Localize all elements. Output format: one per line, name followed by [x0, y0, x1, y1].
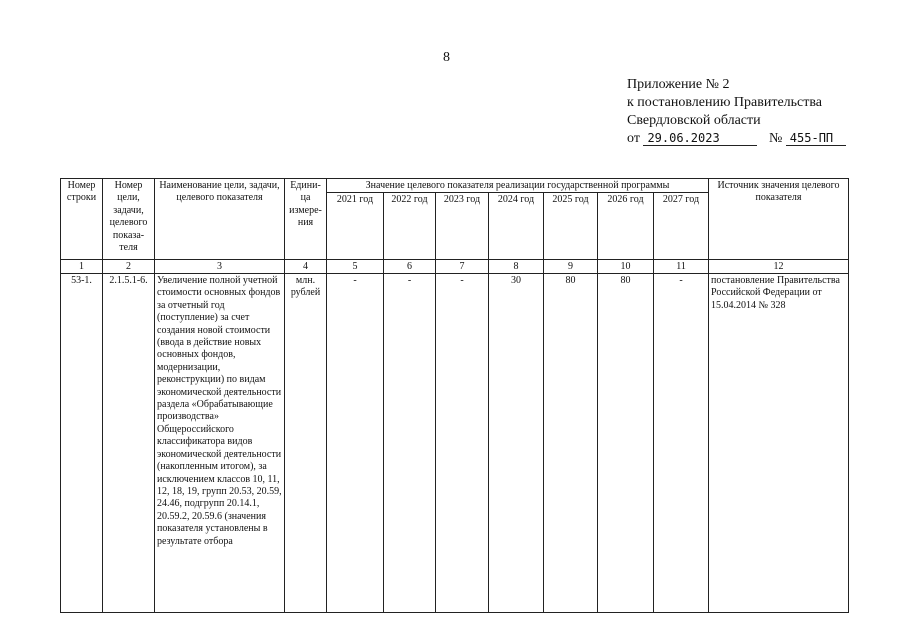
- header-year: 2026 год: [598, 193, 654, 260]
- number-label: №: [768, 131, 783, 146]
- column-number: 12: [709, 260, 849, 274]
- value-cell: -: [327, 274, 384, 613]
- source-cell: постановление Правительства Российской Федерации от 15.04.2014 № 328: [709, 274, 849, 613]
- column-number: 2: [103, 260, 155, 274]
- row-number-cell: 53-1.: [61, 274, 103, 613]
- column-number: 11: [654, 260, 709, 274]
- header-unit: Едини-ца измере-ния: [285, 179, 327, 260]
- column-number: 1: [61, 260, 103, 274]
- document-date: 29.06.2023: [643, 131, 757, 146]
- appendix-header: [627, 76, 846, 148]
- header-row-number: Номер строки: [61, 179, 103, 260]
- value-cell: -: [436, 274, 489, 613]
- column-number: 10: [598, 260, 654, 274]
- appendix-subtitle: к постановлению Правительства: [627, 95, 823, 110]
- column-numbers-row: [61, 260, 849, 274]
- document-number: 455-ПП: [786, 131, 846, 146]
- header-year: 2027 год: [654, 193, 709, 260]
- table-row: [61, 274, 849, 613]
- from-label: от: [627, 131, 640, 146]
- indicator-name-cell: Увеличение полной учетной стоимости основных фондов за отчетный год (поступление) за счет создания новой стоимости (ввода в действие новых основных фондов, модернизации, реконструкции) по видам экономической деятельности раздела «Обрабатывающие производства» Общероссийского классификатора видов экономической деятельности (накопленным итогом), за исключением классов 10, 11, 12, 18, 19, групп 20.53, 20.59, 24.46, подгрупп 20.14.1, 20.59.2, 20.59.6 (значения показателя установлены в результате отбора: [155, 274, 285, 613]
- value-cell: -: [654, 274, 709, 613]
- target-indicators-table: [60, 178, 849, 613]
- value-cell: -: [384, 274, 436, 613]
- column-number: 5: [327, 260, 384, 274]
- value-cell: 80: [544, 274, 598, 613]
- value-cell: 80: [598, 274, 654, 613]
- appendix-date-line: [627, 130, 846, 148]
- appendix-title: Приложение № 2: [627, 77, 730, 92]
- header-source: Источник значения целевого показателя: [709, 179, 849, 260]
- column-number: 6: [384, 260, 436, 274]
- column-number: 3: [155, 260, 285, 274]
- column-number: 4: [285, 260, 327, 274]
- header-year: 2024 год: [489, 193, 544, 260]
- appendix-region: Свердловской области: [627, 113, 761, 128]
- value-cell: 30: [489, 274, 544, 613]
- unit-cell: млн. рублей: [285, 274, 327, 613]
- header-year: 2025 год: [544, 193, 598, 260]
- column-number: 7: [436, 260, 489, 274]
- page-number: 8: [443, 50, 450, 65]
- header-year: 2022 год: [384, 193, 436, 260]
- goal-number-cell: 2.1.5.1-6.: [103, 274, 155, 613]
- header-year: 2023 год: [436, 193, 489, 260]
- header-goal-number: Номер цели, задачи, целевого показа-теля: [103, 179, 155, 260]
- column-number: 9: [544, 260, 598, 274]
- header-name: Наименование цели, задачи, целевого показателя: [155, 179, 285, 260]
- header-row: [61, 179, 849, 193]
- header-values-group: Значение целевого показателя реализации государственной программы: [327, 179, 709, 193]
- column-number: 8: [489, 260, 544, 274]
- header-year: 2021 год: [327, 193, 384, 260]
